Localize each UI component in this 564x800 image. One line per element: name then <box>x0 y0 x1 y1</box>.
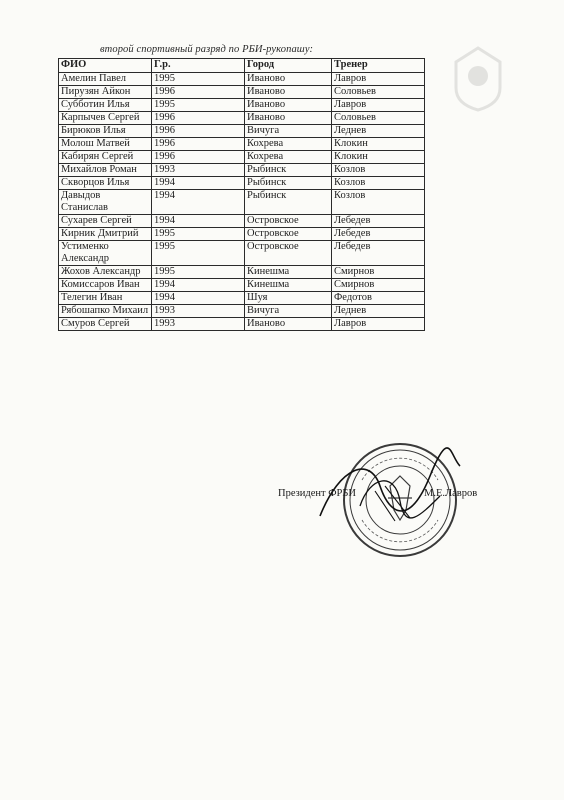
table-row <box>59 164 425 177</box>
cell-birth-year: 1994 <box>152 215 245 228</box>
cell-city: Иваново <box>245 112 332 125</box>
table-row <box>59 305 425 318</box>
column-header-coach: Тренер <box>332 59 425 73</box>
cell-city: Кохрева <box>245 138 332 151</box>
cell-city: Кинешма <box>245 279 332 292</box>
cell-coach: Лебедев <box>332 228 425 241</box>
cell-birth-year: 1996 <box>152 138 245 151</box>
table-row <box>59 279 425 292</box>
cell-city: Рыбинск <box>245 164 332 177</box>
cell-birth-year: 1994 <box>152 292 245 305</box>
cell-name: Пирузян Айкон <box>59 86 152 99</box>
cell-coach: Клокин <box>332 151 425 164</box>
cell-coach: Смирнов <box>332 279 425 292</box>
cell-name: Кирник Дмитрий <box>59 228 152 241</box>
table-row <box>59 138 425 151</box>
cell-city: Островское <box>245 215 332 228</box>
table-row <box>59 241 425 266</box>
watermark-emblem-icon <box>448 44 508 114</box>
cell-name: Рябошапко Михаил <box>59 305 152 318</box>
table-row <box>59 86 425 99</box>
cell-city: Вичуга <box>245 125 332 138</box>
table-row <box>59 151 425 164</box>
cell-name: Жохов Александр <box>59 266 152 279</box>
table-row <box>59 292 425 305</box>
cell-city: Рыбинск <box>245 190 332 215</box>
cell-name: Телегин Иван <box>59 292 152 305</box>
cell-coach: Козлов <box>332 177 425 190</box>
cell-name: Комиссаров Иван <box>59 279 152 292</box>
cell-name: Смуров Сергей <box>59 318 152 331</box>
cell-birth-year: 1995 <box>152 241 245 266</box>
cell-coach: Соловьев <box>332 112 425 125</box>
cell-birth-year: 1993 <box>152 318 245 331</box>
cell-name: Давыдов Станислав <box>59 190 152 215</box>
cell-name: Скворцов Илья <box>59 177 152 190</box>
president-title: Президент ФРБИ <box>278 488 356 499</box>
cell-coach: Козлов <box>332 190 425 215</box>
cell-city: Иваново <box>245 86 332 99</box>
president-name: М.Е.Лавров <box>424 488 478 499</box>
cell-coach: Федотов <box>332 292 425 305</box>
cell-city: Островское <box>245 228 332 241</box>
table-row <box>59 99 425 112</box>
cell-city: Иваново <box>245 318 332 331</box>
cell-city: Шуя <box>245 292 332 305</box>
signature-block <box>278 488 508 510</box>
cell-birth-year: 1993 <box>152 164 245 177</box>
cell-coach: Леднев <box>332 305 425 318</box>
cell-name: Субботин Илья <box>59 99 152 112</box>
cell-name: Сухарев Сергей <box>59 215 152 228</box>
cell-coach: Лебедев <box>332 215 425 228</box>
cell-birth-year: 1995 <box>152 228 245 241</box>
cell-birth-year: 1994 <box>152 177 245 190</box>
cell-birth-year: 1994 <box>152 190 245 215</box>
cell-city: Иваново <box>245 73 332 86</box>
cell-name: Молош Матвей <box>59 138 152 151</box>
cell-birth-year: 1996 <box>152 86 245 99</box>
cell-birth-year: 1995 <box>152 73 245 86</box>
table-row <box>59 228 425 241</box>
cell-city: Островское <box>245 241 332 266</box>
cell-city: Вичуга <box>245 305 332 318</box>
cell-coach: Клокин <box>332 138 425 151</box>
table-row <box>59 177 425 190</box>
cell-coach: Лебедев <box>332 241 425 266</box>
column-header-birth-year: Г.р. <box>152 59 245 73</box>
cell-coach: Лавров <box>332 99 425 112</box>
cell-birth-year: 1996 <box>152 151 245 164</box>
table-row <box>59 112 425 125</box>
cell-coach: Смирнов <box>332 266 425 279</box>
cell-birth-year: 1993 <box>152 305 245 318</box>
cell-name: Кабирян Сергей <box>59 151 152 164</box>
table-header-row <box>59 59 425 73</box>
cell-birth-year: 1994 <box>152 279 245 292</box>
cell-coach: Лавров <box>332 73 425 86</box>
cell-coach: Лавров <box>332 318 425 331</box>
table-row <box>59 266 425 279</box>
cell-name: Амелин Павел <box>59 73 152 86</box>
column-header-name: ФИО <box>59 59 152 73</box>
cell-city: Иваново <box>245 99 332 112</box>
document-heading: второй спортивный разряд по РБИ-рукопашу: <box>100 44 314 55</box>
table-row <box>59 318 425 331</box>
cell-city: Рыбинск <box>245 177 332 190</box>
cell-coach: Соловьев <box>332 86 425 99</box>
cell-coach: Леднев <box>332 125 425 138</box>
cell-city: Кохрева <box>245 151 332 164</box>
cell-birth-year: 1996 <box>152 125 245 138</box>
cell-name: Устименко Александр <box>59 241 152 266</box>
table-row <box>59 125 425 138</box>
cell-name: Михайлов Роман <box>59 164 152 177</box>
cell-birth-year: 1995 <box>152 99 245 112</box>
cell-coach: Козлов <box>332 164 425 177</box>
athlete-table <box>58 58 425 331</box>
cell-city: Кинешма <box>245 266 332 279</box>
table-row <box>59 215 425 228</box>
cell-birth-year: 1996 <box>152 112 245 125</box>
cell-name: Карпычев Сергей <box>59 112 152 125</box>
column-header-city: Город <box>245 59 332 73</box>
cell-birth-year: 1995 <box>152 266 245 279</box>
table-row <box>59 73 425 86</box>
cell-name: Бирюков Илья <box>59 125 152 138</box>
table-row <box>59 190 425 215</box>
